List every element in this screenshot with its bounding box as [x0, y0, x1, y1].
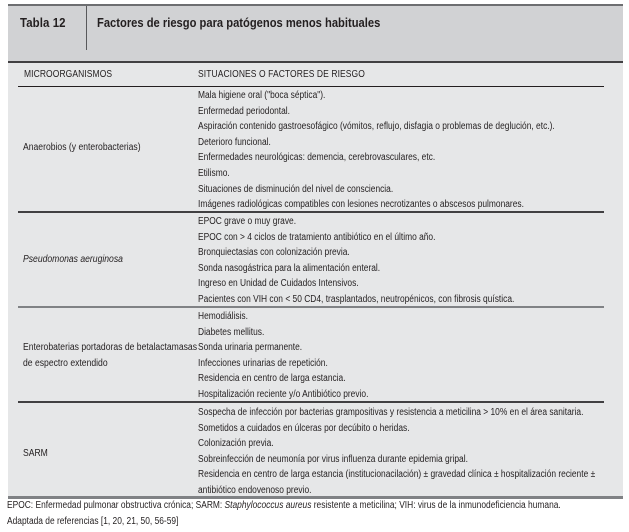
risk-factor: Hemodiálisis. — [198, 311, 248, 322]
microorganism-cell-line-2: de espectro extendido — [23, 358, 108, 369]
table-bottom-rule — [8, 496, 623, 499]
risk-factor: Sonda urinaria permanente. — [198, 342, 303, 354]
risk-factor: Sonda nasogástrica para la alimentación enteral. — [198, 262, 381, 274]
row-divider — [18, 211, 604, 213]
risk-factor: Deterioro funcional. — [198, 136, 271, 148]
column-header-microorganisms: MICROORGANISMOS — [24, 69, 113, 80]
risk-factor: Etilismo. — [198, 167, 230, 179]
column-header-risk-factors: SITUACIONES O FACTORES DE RIESGO — [198, 69, 365, 80]
abbreviations-note — [7, 500, 561, 511]
risk-factor: Colonización previa. — [198, 438, 274, 450]
table-panel — [8, 4, 623, 497]
risk-factor: Aspiración contenido gastroesofágico (vómitos, reflujo, disfagia o problemas de deglución, etc.). — [198, 121, 555, 133]
risk-factor-list — [198, 309, 401, 403]
risk-factor: Diabetes mellitus. — [198, 326, 265, 338]
risk-factor: Infecciones urinarias de repetición. — [198, 357, 328, 369]
risk-factor: EPOC con > 4 ciclos de tratamiento antibiótico en el último año. — [198, 231, 436, 243]
risk-factor: Residencia en centro de larga estancia (institucionacilación) ± gravedad clínica ± hospitalización reciente ± — [198, 469, 596, 481]
risk-factor: Enfermedades neurológicas: demencia, cerebrovasculares, etc. — [198, 152, 436, 164]
risk-factor: Mala higiene oral ("boca séptica"). — [198, 90, 326, 101]
risk-factor: Sometidos a cuidados en úlceras por decúbito o heridas. — [198, 422, 410, 434]
table-header — [8, 6, 623, 63]
risk-factor: Enfermedad periodontal. — [198, 105, 291, 117]
risk-factor: Residencia en centro de larga estancia. — [198, 373, 346, 385]
risk-factor: Ingreso en Unidad de Cuidados Intensivos. — [198, 278, 359, 290]
row-divider — [18, 401, 604, 403]
source-note: Adaptada de referencias [1, 20, 21, 50, 56-59] — [7, 516, 179, 527]
microorganism-cell: SARM — [23, 448, 48, 459]
microorganism-cell-line-1: Enterobaterias portadoras de betalactamasas — [23, 342, 198, 353]
risk-factor: Imágenes radiológicas compatibles con lesiones necrotizantes o abscesos pulmonares. — [198, 199, 524, 211]
column-header-divider — [18, 86, 604, 87]
risk-factor-list — [198, 405, 629, 499]
risk-factor: Pacientes con VIH con < 50 CD4, trasplantados, neutropénicos, con fibrosis quística. — [198, 293, 515, 305]
risk-factor: Sospecha de infección por bacterias grampositivas y resistencia a meticilina > 10% en el área sanitaria. — [198, 407, 584, 418]
risk-factor: Bronquiectasias con colonización previa. — [198, 247, 350, 259]
microorganism-cell: Pseudomonas aeruginosa — [23, 254, 123, 265]
risk-factor: Situaciones de disminución del nivel de consciencia. — [198, 183, 394, 195]
risk-factor-list — [198, 88, 623, 213]
risk-factor: antibiótico endovenoso previo. — [198, 484, 312, 496]
table-number: Tabla 12 — [20, 15, 66, 30]
risk-factor: EPOC grave o muy grave. — [198, 216, 297, 227]
microorganism-cell: Anaerobios (y enterobacterias) — [23, 142, 141, 153]
risk-factor: Hospitalización reciente y/o Antibiótico previo. — [198, 388, 369, 400]
abbrev-text: EPOC: Enfermedad pulmonar obstructiva crónica; SARM: — [7, 500, 225, 511]
row-divider — [18, 306, 604, 308]
table-title: Factores de riesgo para patógenos menos habituales — [97, 15, 381, 30]
risk-factor-list — [198, 214, 575, 308]
abbrev-species: Staphylococcus aureus — [224, 500, 312, 511]
abbrev-text: resistente a meticilina; VIH: virus de la inmunodeficiencia humana. — [311, 500, 561, 511]
risk-factor: Sobreinfección de neumonía por virus influenza durante epidemia gripal. — [198, 453, 468, 465]
title-divider — [86, 6, 87, 50]
